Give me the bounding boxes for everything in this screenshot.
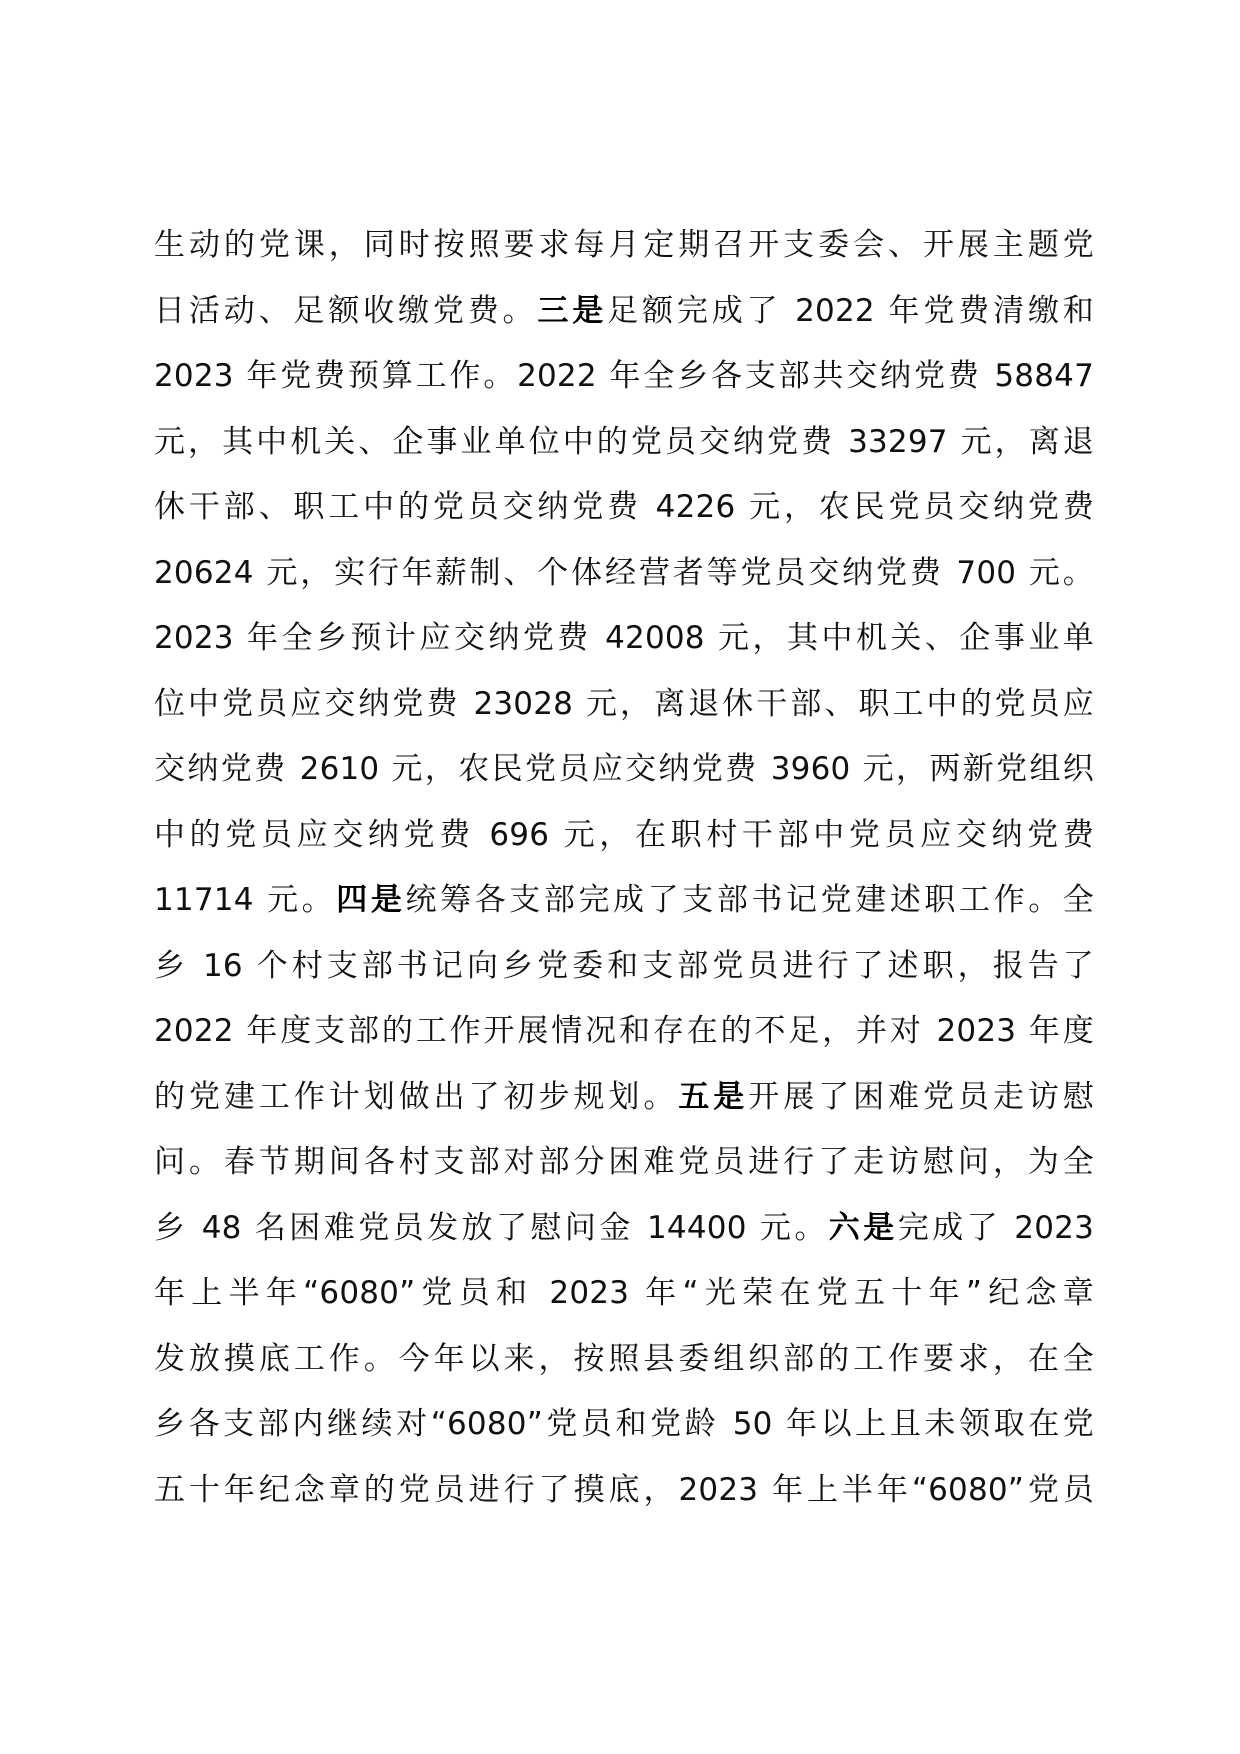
text-segment: 2023 年党费预算工作。2022 年全乡各支部共交纳党费 58847 [154, 358, 1094, 394]
text-segment: 的党建工作计划做出了初步规划。 [154, 1078, 679, 1115]
bold-ordinal-label: 六是 [828, 1209, 898, 1246]
text-segment: 2022 年度支部的工作开展情况和存在的不足，并对 2023 年度 [154, 1013, 1094, 1049]
text-line [154, 803, 1094, 869]
text-line [154, 1327, 1094, 1393]
text-line [154, 1065, 1094, 1131]
text-segment: 休干部、职工中的党员交纳党费 4226 元，农民党员交纳党费 [154, 489, 1094, 525]
text-line [154, 737, 1094, 803]
text-line [154, 541, 1094, 607]
text-segment: 元，其中机关、企事业单位中的党员交纳党费 33297 元，离退 [154, 423, 1094, 460]
text-line [154, 344, 1094, 410]
text-segment: 中的党员应交纳党费 696 元，在职村干部中党员应交纳党费 [154, 816, 1094, 853]
text-line [154, 672, 1094, 738]
text-segment: 日活动、足额收缴党费。 [154, 292, 538, 329]
text-segment: 开展了困难党员走访慰 [748, 1078, 1095, 1115]
text-segment: 统筹各支部完成了支部书记党建述职工作。全 [405, 882, 1094, 918]
text-line [154, 1392, 1094, 1458]
text-line [154, 868, 1094, 934]
text-segment: 11714 元。 [154, 882, 337, 918]
text-segment: 发放摸底工作。今年以来，按照县委组织部的工作要求，在全 [154, 1340, 1094, 1377]
body-paragraph [154, 213, 1094, 1523]
text-segment: 生动的党课，同时按照要求每月定期召开支委会、开展主题党 [154, 227, 1094, 263]
text-segment: 五十年纪念章的党员进行了摸底，2023 年上半年“6080”党员 [154, 1471, 1094, 1508]
text-segment: 交纳党费 2610 元，农民党员应交纳党费 3960 元，两新党组织 [154, 751, 1094, 787]
text-line [154, 279, 1094, 345]
text-segment: 20624 元，实行年薪制、个体经营者等党员交纳党费 700 元。 [154, 554, 1094, 591]
text-segment: 乡 16 个村支部书记向乡党委和支部党员进行了述职，报告了 [154, 947, 1094, 984]
text-segment: 完成了 2023 [897, 1209, 1094, 1246]
bold-ordinal-label: 五是 [678, 1078, 749, 1115]
text-line [154, 1196, 1094, 1262]
text-segment: 乡各支部内继续对“6080”党员和党龄 50 年以上且未领取在党 [154, 1406, 1094, 1442]
text-line [154, 410, 1094, 476]
text-line [154, 213, 1094, 279]
text-segment: 问。春节期间各村支部对部分困难党员进行了走访慰问，为全 [154, 1144, 1094, 1180]
bold-ordinal-label: 三是 [537, 292, 608, 329]
bold-ordinal-label: 四是 [336, 882, 406, 918]
text-line [154, 606, 1094, 672]
text-segment: 足额完成了 2022 年党费清缴和 [607, 292, 1095, 329]
text-line [154, 1458, 1094, 1524]
text-line [154, 1130, 1094, 1196]
text-line [154, 934, 1094, 1000]
text-line [154, 999, 1094, 1065]
text-segment: 2023 年全乡预计应交纳党费 42008 元，其中机关、企事业单 [154, 620, 1094, 656]
text-segment: 乡 48 名困难党员发放了慰问金 14400 元。 [154, 1209, 829, 1246]
text-segment: 年上半年“6080”党员和 2023 年“光荣在党五十年”纪念章 [154, 1275, 1094, 1311]
text-line [154, 1261, 1094, 1327]
text-line [154, 475, 1094, 541]
text-segment: 位中党员应交纳党费 23028 元，离退休干部、职工中的党员应 [154, 685, 1094, 722]
